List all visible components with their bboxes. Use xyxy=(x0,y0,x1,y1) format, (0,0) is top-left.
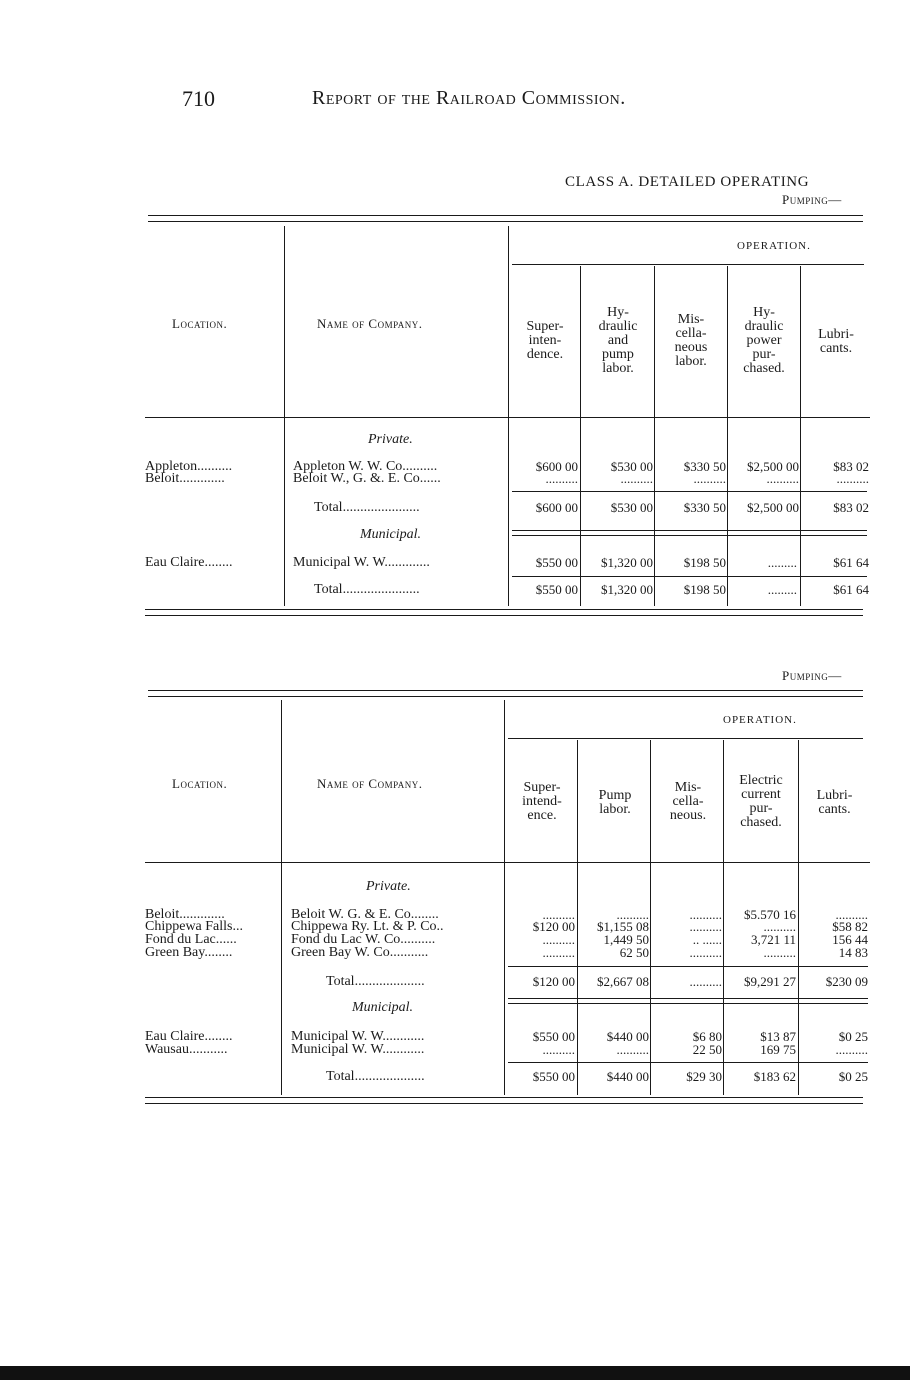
table-cell: $0 25 xyxy=(838,1029,868,1044)
table-cell: .......... xyxy=(545,471,578,486)
private-label: Private. xyxy=(366,879,411,894)
table-row-company: Beloit W., G. &. E. Co...... xyxy=(293,471,441,486)
private-label: Private. xyxy=(368,432,413,447)
municipal-label: Municipal. xyxy=(352,1000,414,1015)
table-cell: $330 50 xyxy=(683,500,726,515)
table-row-company: Municipal W. W............. xyxy=(293,555,430,570)
table-cell: $29 30 xyxy=(686,1069,722,1084)
table-cell: .......... xyxy=(620,471,653,486)
table-cell: 1,449 50 xyxy=(603,932,649,947)
table-cell: $58 82 xyxy=(832,919,868,934)
col-lubricants: Lubri- cants. xyxy=(816,788,853,817)
table-row-location: Chippewa Falls... xyxy=(145,919,243,934)
table-cell: $530 00 xyxy=(610,500,653,515)
table-cell: .......... xyxy=(689,907,722,922)
table-cell: $83 02 xyxy=(833,459,869,474)
company-header: Name of Company. xyxy=(317,776,423,791)
table-row-company: Beloit W. G. & E. Co........ xyxy=(291,907,439,922)
table-cell: $0 25 xyxy=(838,1069,868,1084)
table-cell: .......... xyxy=(693,471,726,486)
table-row-location: Beloit............. xyxy=(145,471,225,486)
table-cell: $9,291 27 xyxy=(744,974,796,989)
table-cell: $61 64 xyxy=(833,582,869,597)
location-header: Location. xyxy=(172,316,228,331)
col-hydraulic-pump-labor: Hy- draulic and pump labor. xyxy=(598,305,638,376)
company-header: Name of Company. xyxy=(317,316,423,331)
table-row-company: Green Bay W. Co........... xyxy=(291,945,429,960)
table-cell: $330 50 xyxy=(683,459,726,474)
table-cell: .......... xyxy=(616,907,649,922)
class-title: CLASS A. DETAILED OPERATING xyxy=(565,174,810,190)
pumping-subtitle-2: Pumping— xyxy=(782,668,842,683)
col-superintendence: Super- inten- dence. xyxy=(526,319,564,362)
table-cell: $1,155 08 xyxy=(597,919,649,934)
col-electric-current: Electric current pur- chased. xyxy=(739,773,783,830)
table-cell: $198 50 xyxy=(683,582,726,597)
table-cell: .......... xyxy=(542,1042,575,1057)
table-cell: 62 50 xyxy=(619,945,649,960)
table-cell: 3,721 11 xyxy=(750,932,796,947)
table-cell: 14 83 xyxy=(838,945,868,960)
scan-edge xyxy=(0,1366,910,1380)
col-hydraulic-power: Hy- draulic power pur- chased. xyxy=(743,305,785,376)
table-row-location: Beloit............. xyxy=(145,907,225,922)
table-cell: $440 00 xyxy=(606,1069,649,1084)
table-cell: $13 87 xyxy=(760,1029,796,1044)
table-row-location: Appleton.......... xyxy=(145,459,233,474)
table-row-location: Wausau........... xyxy=(145,1042,228,1057)
total-label: Total...................... xyxy=(314,500,420,515)
table-cell: .. ...... xyxy=(692,932,722,947)
table-cell: $83 02 xyxy=(833,500,869,515)
table-cell: $550 00 xyxy=(535,555,578,570)
table-row-company: Fond du Lac W. Co.......... xyxy=(291,932,436,947)
table-cell: .......... xyxy=(689,919,722,934)
table-cell: $530 00 xyxy=(610,459,653,474)
table-row-location: Green Bay........ xyxy=(145,945,233,960)
running-title: Report of the Railroad Commission. xyxy=(312,87,626,109)
table-cell: .......... xyxy=(689,974,722,989)
table-cell: $2,500 00 xyxy=(747,459,799,474)
table-cell: $198 50 xyxy=(683,555,726,570)
operation-header: OPERATION. xyxy=(723,714,797,726)
col-lubricants: Lubri- cants. xyxy=(818,327,854,356)
table-cell: $230 09 xyxy=(825,974,868,989)
table-cell: $183 62 xyxy=(753,1069,796,1084)
location-header: Location. xyxy=(172,776,228,791)
table-cell: $550 00 xyxy=(532,1029,575,1044)
table-cell: $2,500 00 xyxy=(747,500,799,515)
table-cell: $5.570 16 xyxy=(744,907,796,922)
table-cell: $1,320 00 xyxy=(601,555,653,570)
table-cell: $440 00 xyxy=(606,1029,649,1044)
table-cell: ......... xyxy=(767,555,797,570)
table-cell: .......... xyxy=(763,945,796,960)
col-miscellaneous: Mis- cella- neous. xyxy=(669,780,707,823)
table-cell: .......... xyxy=(763,919,796,934)
total-label: Total.................... xyxy=(326,1069,425,1084)
total-label: Total.................... xyxy=(326,974,425,989)
table-cell: $2,667 08 xyxy=(597,974,649,989)
table-row-company: Chippewa Ry. Lt. & P. Co.. xyxy=(291,919,444,934)
table-cell: .......... xyxy=(836,471,869,486)
table-cell: .......... xyxy=(766,471,799,486)
table-cell: $120 00 xyxy=(532,974,575,989)
table-cell: 22 50 xyxy=(692,1042,722,1057)
table-row-company: Municipal W. W............ xyxy=(291,1042,425,1057)
table-cell: ......... xyxy=(767,582,797,597)
table-cell: .......... xyxy=(835,1042,868,1057)
table-cell: $550 00 xyxy=(532,1069,575,1084)
table-row-location: Fond du Lac...... xyxy=(145,932,237,947)
table-cell: $600 00 xyxy=(535,459,578,474)
table-row-location: Eau Claire........ xyxy=(145,1029,233,1044)
table-cell: .......... xyxy=(542,932,575,947)
table-cell: $120 00 xyxy=(532,919,575,934)
table-cell: $1,320 00 xyxy=(601,582,653,597)
municipal-label: Municipal. xyxy=(360,527,422,542)
col-misc-labor: Mis- cella- neous labor. xyxy=(674,312,708,369)
table-cell: 169 75 xyxy=(760,1042,796,1057)
table-cell: .......... xyxy=(542,907,575,922)
operation-header: OPERATION. xyxy=(737,240,811,252)
table-cell: .......... xyxy=(616,1042,649,1057)
table-cell: .......... xyxy=(689,945,722,960)
table-row-location: Eau Claire........ xyxy=(145,555,233,570)
table-cell: 156 44 xyxy=(832,932,868,947)
table-cell: $550 00 xyxy=(535,582,578,597)
table-cell: .......... xyxy=(542,945,575,960)
page-number: 710 xyxy=(182,86,215,111)
table-cell: .......... xyxy=(835,907,868,922)
table-row-company: Municipal W. W............ xyxy=(291,1029,425,1044)
pumping-subtitle: Pumping— xyxy=(782,192,842,207)
col-superintendence: Super- intend- ence. xyxy=(522,780,562,823)
col-pump-labor: Pump labor. xyxy=(598,788,632,817)
table-cell: $600 00 xyxy=(535,500,578,515)
table-cell: $61 64 xyxy=(833,555,869,570)
total-label: Total...................... xyxy=(314,582,420,597)
table-cell: $6 80 xyxy=(692,1029,722,1044)
table-row-company: Appleton W. W. Co.......... xyxy=(293,459,438,474)
